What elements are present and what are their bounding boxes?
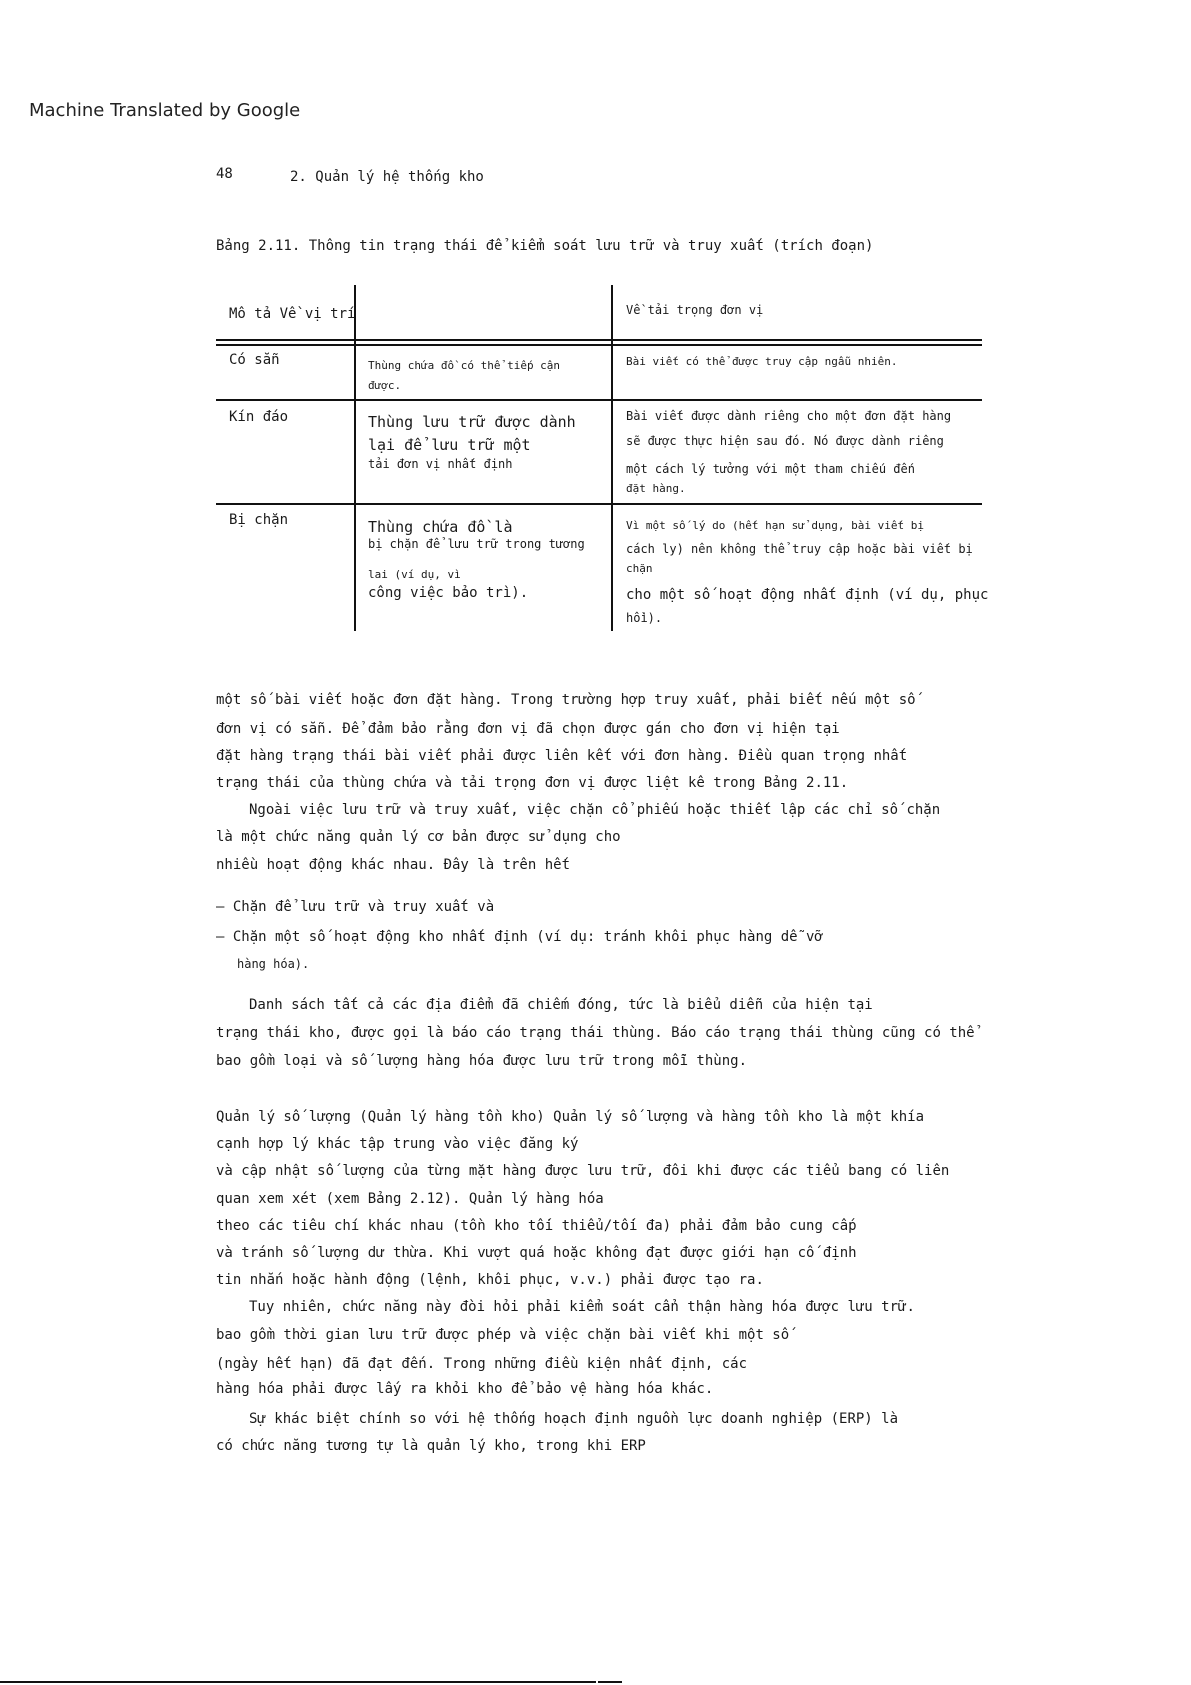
body-line: theo các tiêu chí khác nhau (tồn kho tối thiểu/tối đa) phải đảm bảo cung cấp: [216, 1218, 857, 1234]
body-line: một số bài viết hoặc đơn đặt hàng. Trong trường hợp truy xuất, phải biết nếu một số: [216, 692, 916, 708]
body-line: trạng thái kho, được gọi là báo cáo trạng thái thùng. Báo cáo trạng thái thùng cũng có thể: [216, 1025, 975, 1041]
body-line: và tránh số lượng dư thừa. Khi vượt quá hoặc không đạt được giới hạn cố định: [216, 1245, 857, 1261]
row1-location-line: Thùng chứa đồ có thể tiếp cận: [368, 359, 561, 372]
table-header-col1: Mô tả Về vị trí: [229, 306, 356, 322]
body-line: tin nhắn hoặc hành động (lệnh, khôi phục, v.v.) phải được tạo ra.: [216, 1272, 764, 1288]
body-line: cạnh hợp lý khác tập trung vào việc đăng ký: [216, 1136, 579, 1152]
row2-unitload-line: Bài viết được dành riêng cho một đơn đặt hàng: [626, 409, 952, 423]
row2-unitload-line: sẽ được thực hiện sau đó. Nó được dành riêng: [626, 434, 944, 448]
body-line: và cập nhật số lượng của từng mặt hàng được lưu trữ, đôi khi được các tiểu bang có liên: [216, 1163, 950, 1179]
body-line: Sự khác biệt chính so với hệ thống hoạch định nguồn lực doanh nghiệp (ERP) là: [249, 1411, 899, 1427]
body-line: đặt hàng trạng thái bài viết phải được liên kết với đơn hàng. Điều quan trọng nhất: [216, 748, 908, 764]
body-line: là một chức năng quản lý cơ bản được sử dụng cho: [216, 829, 621, 845]
body-line: Danh sách tất cả các địa điểm đã chiếm đóng, tức là biểu diễn của hiện tại: [249, 997, 873, 1013]
body-line: bao gồm loại và số lượng hàng hóa được lưu trữ trong mỗi thùng.: [216, 1053, 748, 1069]
table-header-rule-top: [216, 339, 982, 341]
table-divider-col1: [354, 285, 356, 631]
row2-location-line: lại để lưu trữ một: [368, 436, 531, 454]
row3-location-line: công việc bảo trì).: [368, 585, 529, 601]
row3-unitload-line: cho một số hoạt động nhất định (ví dụ, phục: [626, 587, 989, 603]
row1-unitload-line: Bài viết có thể được truy cập ngẫu nhiên.: [626, 355, 898, 368]
row-label-reserved: Kín đáo: [229, 409, 289, 425]
list-item-continuation: hàng hóa).: [237, 957, 310, 971]
list-item: – Chặn một số hoạt động kho nhất định (ví dụ: tránh khôi phục hàng dễ vỡ: [216, 929, 823, 945]
row3-location-line: bị chặn để lưu trữ trong tương: [368, 537, 585, 551]
page-number: 48: [216, 166, 233, 182]
body-line: quan xem xét (xem Bảng 2.12). Quản lý hàng hóa: [216, 1191, 604, 1207]
body-line: Ngoài việc lưu trữ và truy xuất, việc chặn cổ phiếu hoặc thiết lập các chỉ số chặn: [249, 802, 941, 818]
body-line: trạng thái của thùng chứa và tải trọng đơn vị được liệt kê trong Bảng 2.11.: [216, 775, 849, 791]
body-line: Tuy nhiên, chức năng này đòi hỏi phải kiểm soát cẩn thận hàng hóa được lưu trữ.: [249, 1299, 915, 1315]
row-label-available: Có sẵn: [229, 352, 280, 368]
body-line: bao gồm thời gian lưu trữ được phép và việc chặn bài viết khi một số: [216, 1327, 790, 1343]
body-line: đơn vị có sẵn. Để đảm bảo rằng đơn vị đã chọn được gán cho đơn vị hiện tại: [216, 721, 840, 737]
table-header-rule-bottom: [216, 344, 982, 346]
row3-unitload-line: Vì một số lý do (hết hạn sử dụng, bài viết bị: [626, 519, 925, 532]
footer-rule: [0, 1681, 596, 1683]
body-line: nhiều hoạt động khác nhau. Đây là trên hết: [216, 857, 571, 873]
body-line: hàng hóa phải được lấy ra khỏi kho để bảo vệ hàng hóa khác.: [216, 1381, 714, 1397]
row-label-blocked: Bị chặn: [229, 512, 289, 528]
table-header-col3: Về tải trọng đơn vị: [626, 303, 764, 317]
row2-location-line: tải đơn vị nhất định: [368, 457, 513, 471]
row3-location-line: Thùng chứa đồ là: [368, 518, 513, 536]
row3-location-line: lai (ví dụ, vì: [368, 568, 461, 581]
body-line: Quản lý số lượng (Quản lý hàng tồn kho) Quản lý số lượng và hàng tồn kho là một khía: [216, 1109, 925, 1125]
list-item: – Chặn để lưu trữ và truy xuất và: [216, 899, 495, 915]
row2-location-line: Thùng lưu trữ được dành: [368, 413, 576, 431]
row2-unitload-line: đặt hàng.: [626, 482, 686, 495]
table-row-rule-2: [216, 503, 982, 505]
machine-translation-banner: Machine Translated by Google: [29, 100, 301, 121]
status-table: [216, 285, 989, 631]
row1-location-line: được.: [368, 379, 402, 392]
table-caption: Bảng 2.11. Thông tin trạng thái để kiểm soát lưu trữ và truy xuất (trích đoạn): [216, 238, 874, 254]
row3-unitload-line: cách ly) nên không thể truy cập hoặc bài viết bị: [626, 542, 973, 556]
table-divider-col2: [611, 285, 613, 631]
body-line: (ngày hết hạn) đã đạt đến. Trong những điều kiện nhất định, các: [216, 1356, 748, 1372]
body-line: có chức năng tương tự là quản lý kho, trong khi ERP: [216, 1438, 646, 1454]
footer-rule-tick: [598, 1681, 622, 1683]
running-header: 2. Quản lý hệ thống kho: [290, 169, 484, 185]
row3-unitload-line: hồi).: [626, 611, 663, 625]
row3-unitload-line: chặn: [626, 562, 653, 575]
row2-unitload-line: một cách lý tưởng với một tham chiếu đến: [626, 462, 915, 476]
table-row-rule-1: [216, 399, 982, 401]
